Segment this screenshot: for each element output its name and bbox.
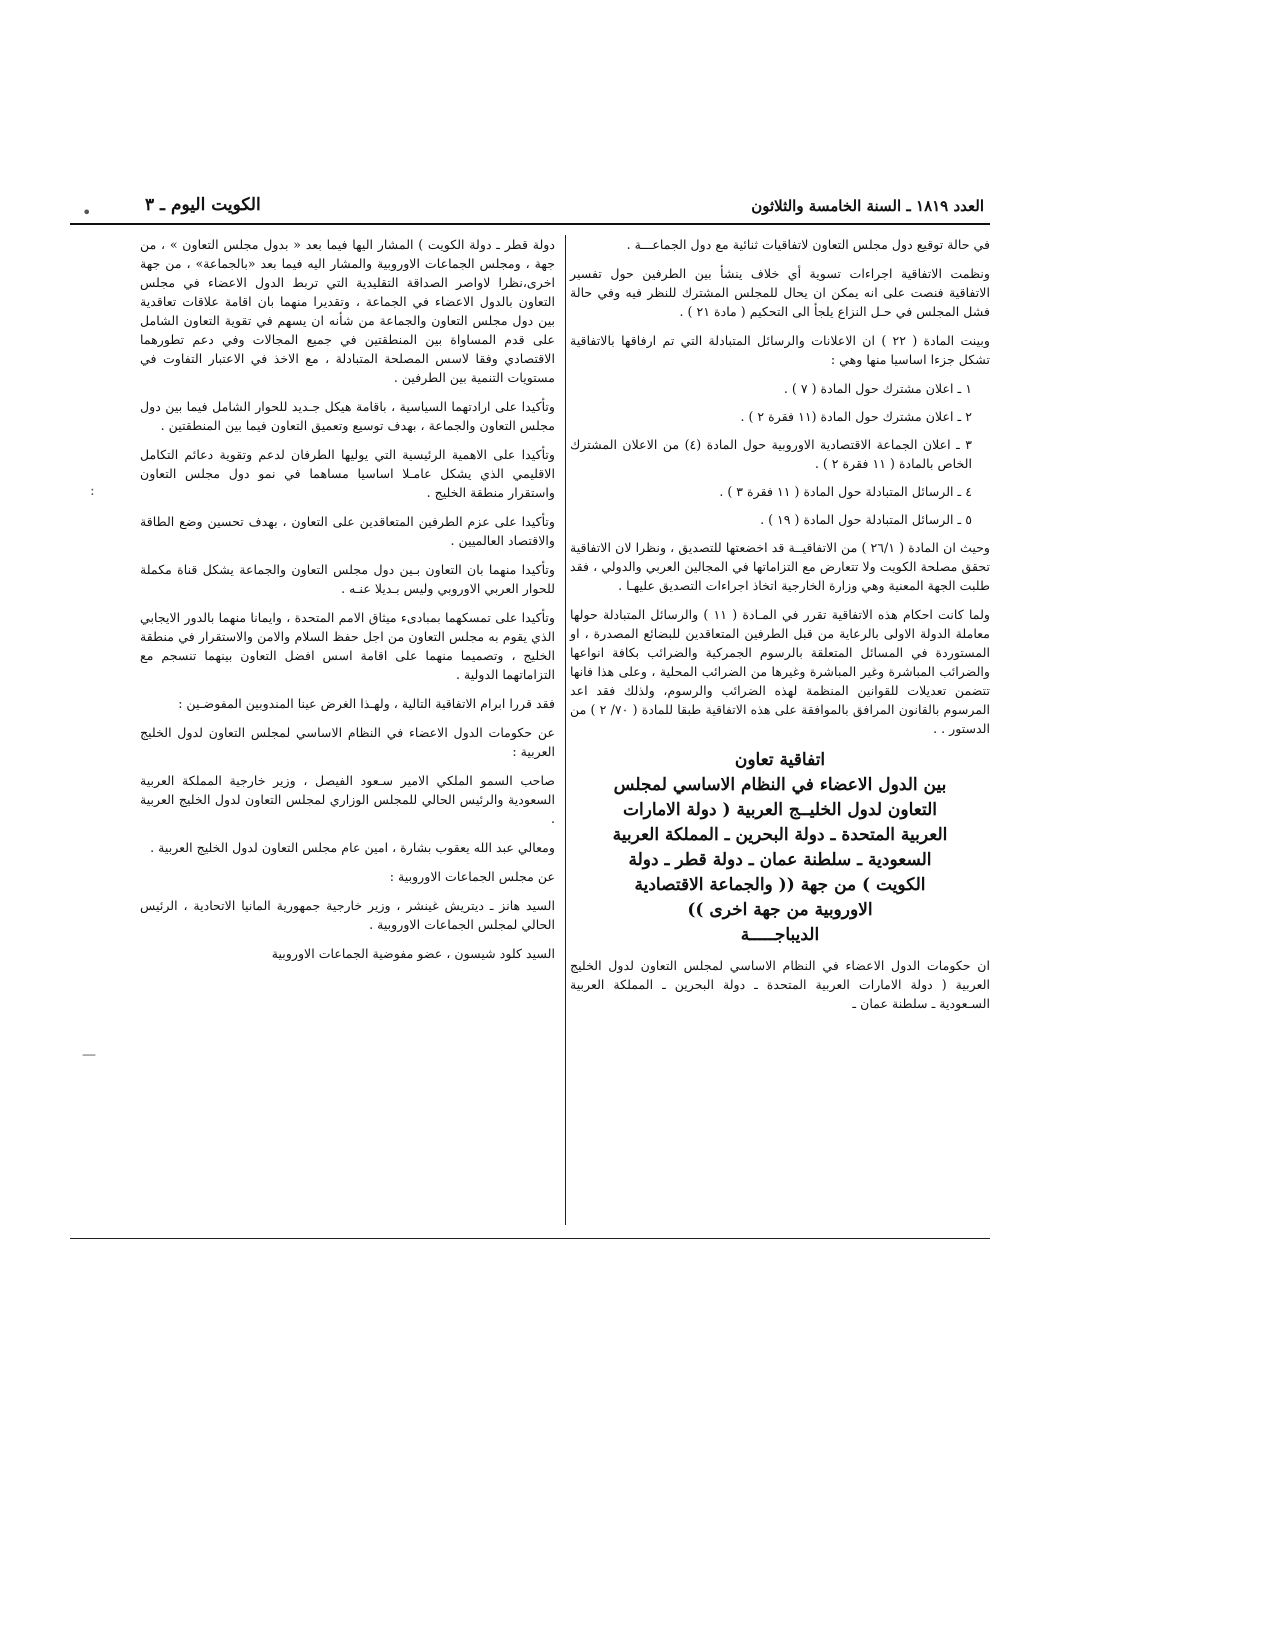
heading-line: السعودية ـ سلطنة عمان ـ دولة قطر ـ دولة (628, 850, 932, 870)
list-item: ٥ ـ الرسائل المتبادلة حول المادة ( ١٩ ) . (760, 512, 972, 527)
list-item: ٣ ـ اعلان الجماعة الاقتصادية الاوروبية حول المادة (٤) من الاعلان المشترك الخاص بالمادة ( ١١ فقرة ٢ ) . (570, 437, 973, 471)
heading-line: الديباجـــــة (740, 925, 820, 945)
list-item: ١ ـ اعلان مشترك حول المادة ( ٧ ) . (783, 381, 972, 396)
paragraph: عن مجلس الجماعات الاوروبية : (389, 869, 555, 884)
heading-line: التعاون لدول الخليــج العربية ( دولة الامارات (622, 800, 938, 820)
paragraph: عن حكومات الدول الاعضاء في النظام الاساسي لمجلس التعاون لدول الخليج العربية : (140, 725, 555, 759)
paragraph: السيد كلود شيسون ، عضو مفوضية الجماعات الاوروبية (271, 946, 555, 961)
paragraph: السيد هانز ـ ديتريش غينشر ، وزير خارجية جمهورية المانيا الاتحادية ، الرئيس الحالي لمجلس الجماعات الاوروبية . (140, 898, 555, 932)
paragraph: وتأكيدا على ارادتهما السياسية ، باقامة هيكل جـديد للحوار الشامل فيما بين دول مجلس التعاون والجماعة ، بهدف توسيع وتعميق التعاون فيما بين المنطقتين . (140, 399, 555, 433)
paragraph: في حالة توقيع دول مجلس التعاون لاتفاقيات ثنائية مع دول الجماعـــة . (626, 237, 990, 252)
heading-line: الكويت ) من جهة (( والجماعة الاقتصادية (634, 875, 926, 895)
heading-line: العربية المتحدة ـ دولة البحرين ـ المملكة العربية (612, 825, 948, 845)
list-item: ٤ ـ الرسائل المتبادلة حول المادة ( ١١ فقرة ٣ ) . (719, 484, 972, 499)
heading-line: اتفاقية تعاون (734, 750, 826, 770)
paragraph: وتأكيدا على عزم الطرفين المتعاقدين على التعاون ، بهدف تحسين وضع الطاقة والاقتصاد العالميين . (140, 514, 555, 548)
paragraph: وتأكيدا على الاهمية الرئيسية التي يوليها الطرفان لدعم وتقوية دعائم التكامل الاقليمي الذي يشكل عامـلا اساسيا مساهما في نمو دول مجلس التعاون واستقرار منطقة الخليج . (140, 447, 555, 500)
paragraph: وحيث ان المادة ( ٢٦/١ ) من الاتفاقيــة قد اخضعتها للتصديق ، ونظرا لان الاتفاقية تحقق مصلحة الكويت ولا تتعارض مع التزاماتها في المجالين العربي والدولي ، فقد طلبت الجهة المعنية وهي وزارة الخارجية اتخاذ اجراءات التصديق عليهـا . (570, 540, 990, 593)
scan-speck: • (82, 203, 92, 222)
paragraph: ان حكومات الدول الاعضاء في النظام الاساسي لمجلس التعاون لدول الخليج العربية ( دولة الامارات العربية المتحدة ـ دولة البحرين ـ المملكة العربية السـعودية ـ سلطنة عمان ـ (570, 958, 990, 1011)
left-column (140, 235, 555, 973)
paragraph: فقد قررا ابرام الاتفاقية التالية ، ولهـذا الغرض عينا المندوبين المفوضـين : (178, 696, 555, 711)
list-item: ٢ ـ اعلان مشترك حول المادة (١١ فقرة ٢ ) . (740, 409, 972, 424)
heading-line: بين الدول الاعضاء في النظام الاساسي لمجلس (613, 775, 947, 795)
right-column (570, 235, 990, 1023)
bottom-rule (70, 1238, 990, 1239)
agreement-heading (570, 748, 990, 948)
document-page (70, 195, 990, 1255)
scan-speck: — (82, 1047, 96, 1063)
paragraph: دولة قطر ـ دولة الكويت ) المشار اليها فيما بعد « بدول مجلس التعاون » ، من جهة ، ومجلس الجماعات الاوروبية والمشار اليه فيما بعد «بالجماعة» ، من جهة اخرى،نظرا لاواصر الصداقة التقليدية التي تربط الدول الاعضاء في مجلس التعاون بالدول الاعضاء في الجماعة ، وتقديرا منهما بان اقامة علاقات تعاقدية بين دول مجلس التعاون والجماعة من شأنه ان يسهم في تقوية التعاون الشامل على قدم المساواة بين المنطقتين في جميع المجالات وفي دعم تطورهما الاقتصادي وفقا لاسس المصلحة المتبادلة ، مع الاخذ في الاعتبار التفاوت في مستويات التنمية بين الطرفين . (140, 237, 555, 385)
paragraph: ونظمت الاتفاقية اجراءات تسوية أي خلاف ينشأ بين الطرفين حول تفسير الاتفاقية فنصت على انه يمكن ان يحال للمجلس المشترك للنظر فيه وفي حالة فشل المجلس في حـل النزاع يلجأ الى التحكيم ( مادة ٢١ ) . (570, 266, 990, 319)
paragraph: ولما كانت احكام هذه الاتفاقية تقرر في المـادة ( ١١ ) والرسائل المتبادلة حولها معاملة الدولة الاولى بالرعاية من قبل الطرفين المتعاقدين للبضائع المصدرة ، او المستوردة في المسائل المتعلقة بالرسوم الجمركية والضرائب بكافة انواعها والضرائب المباشرة وغير المباشرة وغيرها من الضرائب المحلية ، وعلى هذا فانها تتضمن تعديلات للقوانين المنظمة لهذه الضرائب والرسوم، ولذلك فقد اعد المرسوم بالقانون المرافق بالموافقة على هذه الاتفاقية طبقا للمادة ( ٧٠/ ٢ ) من الدستور . . (570, 607, 990, 736)
scan-speck: : (90, 483, 95, 499)
paragraph: ومعالي عبد الله يعقوب بشارة ، امين عام مجلس التعاون لدول الخليج العربية . (150, 840, 555, 855)
paragraph: وتأكيدا على تمسكهما بمبادىء ميثاق الامم المتحدة ، وايمانا منهما بالدور الايجابي الذي يقوم به مجلس التعاون من اجل حفظ السلام والامن والاستقرار في منطقة الخليج ، وتصميما منهما على اقامة اسس افضل التعاون بينهما تنسجم مع التزاماتهما الدولية . (140, 610, 555, 682)
paragraph: وبينت المادة ( ٢٢ ) ان الاعلانات والرسائل المتبادلة التي تم ارفاقها بالاتفاقية تشكل جزءا اساسيا منها وهي : (570, 333, 990, 367)
publication-title: الكويت اليوم ـ ٣ (145, 195, 261, 215)
column-divider (565, 235, 566, 1225)
heading-line: الاوروبية من جهة اخرى )) (687, 900, 873, 920)
issue-info: العدد ١٨١٩ ـ السنة الخامسة والثلاثون (751, 197, 984, 215)
paragraph: وتأكيدا منهما بان التعاون بـين دول مجلس التعاون والجماعة يشكل قناة مكملة للحوار العربي الاوروبي وليس بـديلا عنـه . (140, 562, 555, 596)
page-header (70, 195, 990, 225)
paragraph: صاحب السمو الملكي الامير سـعود الفيصل ، وزير خارجية المملكة العربية السعودية والرئيس الحالي للمجلس الوزاري لمجلس التعاون لدول الخليج العربية . (140, 773, 555, 826)
